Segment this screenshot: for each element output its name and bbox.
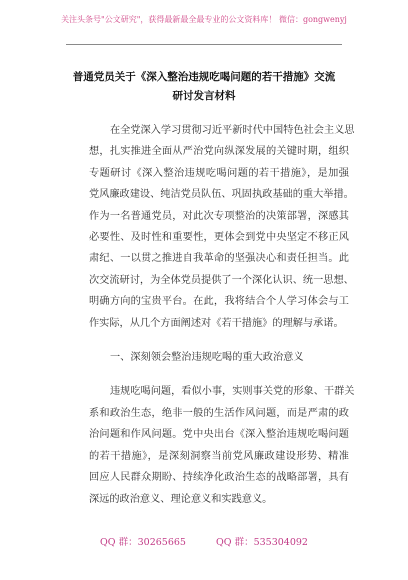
footer-qq-group-1: QQ 群：30265665 — [100, 537, 186, 548]
paragraph-line: 治问题和作风问题。党中央出台《深入整治违规吃喝问题 — [89, 429, 349, 441]
paragraph-line: 想，扎实推进全面从严治党向纵深发展的关键时期，组织 — [89, 146, 349, 158]
paragraph-line: 的若干措施》，是深刻洞察当前党风廉政建设形势、精准 — [89, 450, 349, 462]
paragraph-line: 次交流研讨，为全体党员提供了一个深化认识、统一思想、 — [89, 274, 354, 286]
paragraph-line: 党风廉政建设、纯洁党员队伍、巩固执政基础的重大举措。 — [89, 189, 354, 201]
footer-qq-group-2: QQ 群：535304092 — [215, 537, 308, 548]
paragraph-2 — [89, 381, 355, 509]
document-body — [89, 120, 355, 510]
paragraph-line: 在全党深入学习贯彻习近平新时代中国特色社会主义思 — [110, 125, 355, 136]
paragraph-line: 回应人民群众期盼、持续净化政治生态的战略部署，具有 — [89, 472, 349, 484]
paragraph-line: 系和政治生态，绝非一般的生活作风问题，而是严肃的政 — [89, 407, 349, 419]
document-title — [60, 68, 348, 106]
header-banner: 关注头条号"公文研究"，获得最新最全最专业的公文资料库！ 微信：gongwenyj — [61, 15, 347, 24]
paragraph-line: 明确方向的宝贵平台。在此，我将结合个人学习体会与工 — [89, 296, 349, 308]
section-heading: 一、深刻领会整治违规吃喝的重大政治意义 — [110, 352, 304, 364]
paragraph-line: 作为一名普通党员，对此次专项整治的决策部署，深感其 — [89, 210, 349, 222]
paragraph-line: 深远的政治意义、理论意义和实践意义。 — [89, 493, 273, 505]
paragraph-line: 违规吃喝问题，看似小事，实则事关党的形象、干群关 — [110, 386, 355, 398]
paragraph-line: 作实际，从几个方面阐述对《若干措施》的理解与承诺。 — [89, 317, 344, 329]
paragraph-line: 肃纪、一以贯之推进自我革命的坚强决心和责任担当。此 — [89, 253, 349, 265]
paragraph-1 — [89, 120, 355, 334]
paragraph-line: 专题研讨《深入整治违规吃喝问题的若干措施》，是加强 — [89, 167, 349, 179]
document-title-line-1: 普通党员关于《深入整治违规吃喝问题的若干措施》交流 — [72, 71, 336, 83]
footer — [0, 534, 408, 548]
header-divider — [66, 44, 342, 45]
paragraph-line: 必要性、及时性和重要性，更体会到党中央坚定不移正风 — [89, 232, 349, 244]
document-title-line-2: 研讨发言材料 — [172, 90, 236, 102]
